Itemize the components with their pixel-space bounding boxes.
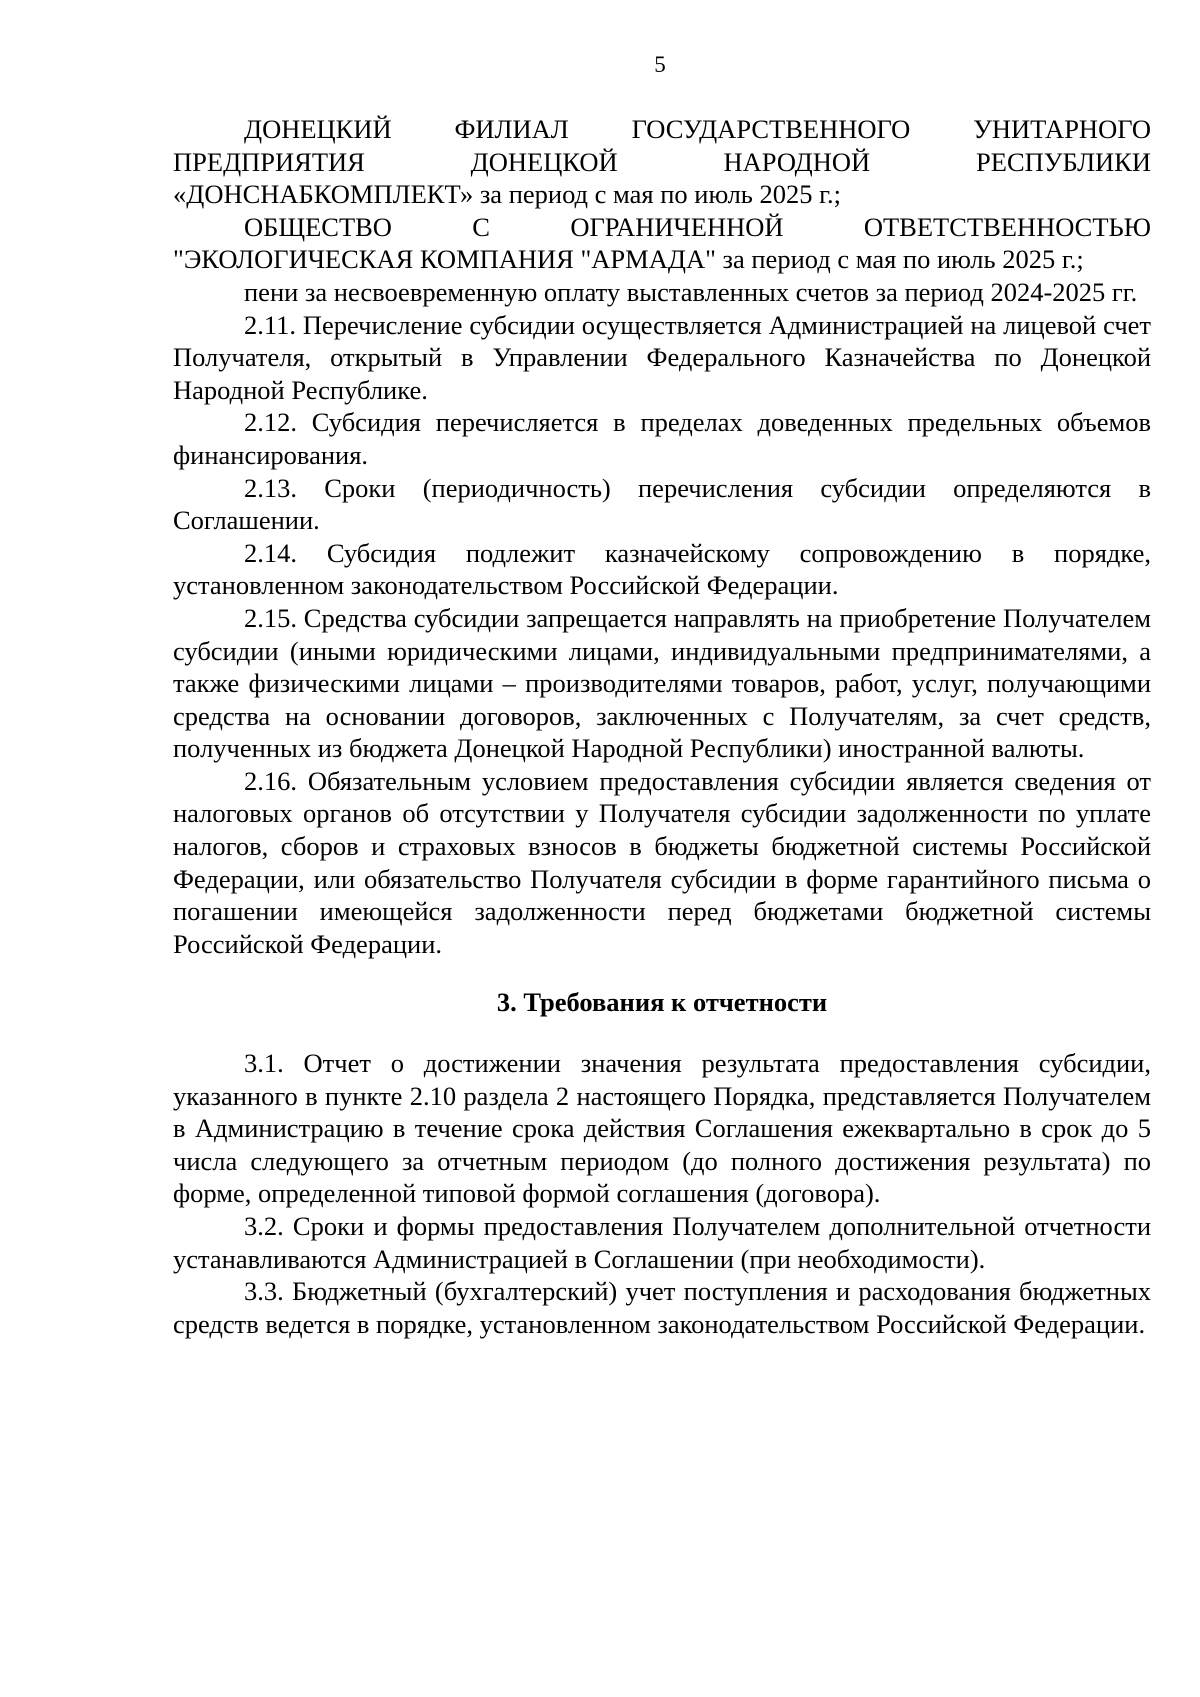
- page-number: 5: [654, 52, 666, 77]
- paragraph-2-15: 2.15. Средства субсидии запрещается направлять на приобретение Получателем субсидии (иными юридическими лицами, индивидуальными предпринимателями, а также физическими лицами – производителями товаров, работ, услуг, получающими средства на основании договоров, заключенных с Получателям, за счет средств, полученных из бюджета Донецкой Народной Республики) иностранной валюты.: [173, 602, 1151, 764]
- paragraph-2-14: 2.14. Субсидия подлежит казначейскому сопровождению в порядке, установленном законодательством Российской Федерации.: [173, 537, 1151, 601]
- paragraph-2-13: 2.13. Сроки (периодичность) перечисления субсидии определяются в Соглашении.: [173, 472, 1151, 536]
- paragraph-armada-company: ОБЩЕСТВО С ОГРАНИЧЕННОЙ ОТВЕТСТВЕННОСТЬЮ "ЭКОЛОГИЧЕСКАЯ КОМПАНИЯ "АРМАДА" за период с мая по июль 2025 г.;: [173, 211, 1151, 275]
- paragraph-donetsk-branch: ДОНЕЦКИЙ ФИЛИАЛ ГОСУДАРСТВЕННОГО УНИТАРНОГО ПРЕДПРИЯТИЯ ДОНЕЦКОЙ НАРОДНОЙ РЕСПУБЛИКИ «ДОНСНАБКОМПЛЕКТ» за период с мая по июль 2025 г.;: [173, 114, 1151, 210]
- paragraph-3-1: 3.1. Отчет о достижении значения результата предоставления субсидии, указанного в пункте 2.10 раздела 2 настоящего Порядка, представляется Получателем в Администрацию в течение срока действия Соглашения ежеквартально в срок до 5 числа следующего за отчетным периодом (до полного достижения результата) по форме, определенной типовой формой соглашения (договора).: [173, 1048, 1151, 1209]
- paragraph-2-16: 2.16. Обязательным условием предоставления субсидии является сведения от налоговых органов об отсутствии у Получателя субсидии задолженности по уплате налогов, сборов и страховых взносов в бюджеты бюджетной системы Российской Федерации, или обязательство Получателя субсидии в форме гарантийного письма о погашении имеющейся задолженности перед бюджетами бюджетной системы Российской Федерации.: [173, 765, 1151, 959]
- paragraph-3-3: 3.3. Бюджетный (бухгалтерский) учет поступления и расходования бюджетных средств ведется в порядке, установленном законодательством Российской Федерации.: [173, 1276, 1151, 1339]
- paragraph-2-11: 2.11. Перечисление субсидии осуществляется Администрацией на лицевой счет Получателя, открытый в Управлении Федерального Казначейства по Донецкой Народной Республике.: [173, 309, 1151, 405]
- section-heading-reporting: 3. Требования к отчетности: [496, 987, 828, 1018]
- paragraph-3-2: 3.2. Сроки и формы предоставления Получателем дополнительной отчетности устанавливаются Администрацией в Соглашении (при необходимости).: [173, 1211, 1151, 1274]
- paragraph-2-12: 2.12. Субсидия перечисляется в пределах доведенных предельных объемов финансирования.: [173, 407, 1151, 470]
- document-body: [173, 113, 1151, 1340]
- paragraph-penalties: пени за несвоевременную оплату выставленных счетов за период 2024-2025 гг.: [244, 276, 1138, 307]
